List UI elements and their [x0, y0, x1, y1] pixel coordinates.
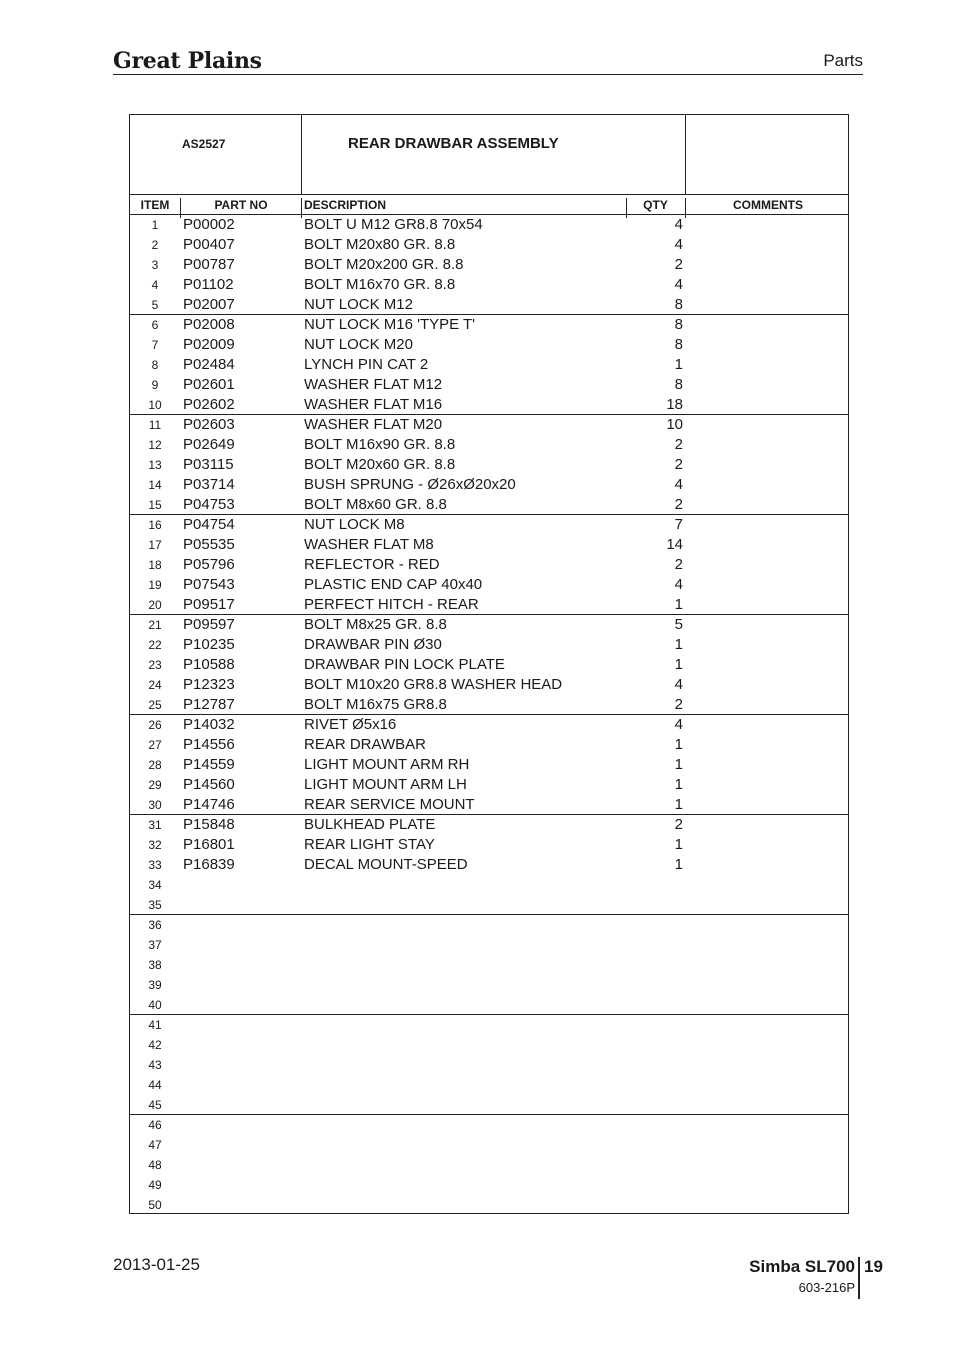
description-cell: BOLT M8x25 GR. 8.8 — [304, 616, 447, 633]
table-row — [130, 455, 848, 475]
item-cell: 18 — [148, 558, 162, 572]
item-cell: 1 — [151, 218, 159, 232]
item-cell: 13 — [148, 458, 162, 472]
qty-cell: 2 — [674, 816, 683, 833]
item-cell: 8 — [151, 358, 159, 372]
qty-cell: 2 — [674, 496, 683, 513]
description-cell: DRAWBAR PIN LOCK PLATE — [304, 656, 505, 673]
table-row — [130, 575, 848, 595]
item-cell: 25 — [148, 698, 162, 712]
part-no-cell: P02601 — [183, 376, 235, 393]
item-cell: 47 — [148, 1138, 162, 1152]
item-cell: 5 — [151, 298, 159, 312]
table-row — [130, 655, 848, 675]
qty-cell: 1 — [674, 796, 683, 813]
section-label: Parts — [823, 51, 863, 70]
table-row — [130, 255, 848, 275]
table-row — [130, 1135, 848, 1155]
part-no-cell: P03714 — [183, 476, 235, 493]
part-no-cell: P14560 — [183, 776, 235, 793]
item-cell: 40 — [148, 998, 162, 1012]
item-cell: 4 — [151, 278, 159, 292]
item-cell: 41 — [148, 1018, 162, 1032]
column-header-part-no: PART NO — [214, 198, 268, 212]
qty-cell: 7 — [674, 516, 683, 533]
description-cell: BOLT M16x90 GR. 8.8 — [304, 436, 456, 453]
qty-cell: 2 — [674, 256, 683, 273]
item-cell: 29 — [148, 778, 162, 792]
column-header-row — [130, 195, 848, 215]
table-row — [130, 555, 848, 575]
description-cell: NUT LOCK M20 — [304, 336, 413, 353]
table-row — [130, 915, 848, 935]
item-cell: 33 — [148, 858, 162, 872]
table-row — [130, 995, 848, 1015]
qty-cell: 10 — [666, 416, 683, 433]
qty-cell: 4 — [674, 276, 683, 293]
qty-cell: 8 — [674, 376, 683, 393]
title-divider-left — [301, 115, 302, 195]
description-cell: BOLT M20x80 GR. 8.8 — [304, 236, 456, 253]
description-cell: REAR SERVICE MOUNT — [304, 796, 475, 813]
description-cell: LYNCH PIN CAT 2 — [304, 356, 429, 373]
part-no-cell: P01102 — [183, 276, 234, 293]
table-row — [130, 855, 848, 875]
item-cell: 15 — [148, 498, 162, 512]
part-no-cell: P14556 — [183, 736, 235, 753]
table-row — [130, 475, 848, 495]
table-row — [130, 435, 848, 455]
item-cell: 44 — [148, 1078, 162, 1092]
part-no-cell: P12787 — [183, 696, 235, 713]
table-row — [130, 815, 848, 835]
qty-cell: 8 — [674, 296, 683, 313]
table-row — [130, 415, 848, 435]
part-no-cell: P00002 — [183, 216, 235, 233]
qty-cell: 1 — [674, 836, 683, 853]
qty-cell: 2 — [674, 456, 683, 473]
table-row — [130, 715, 848, 735]
description-cell: REAR DRAWBAR — [304, 736, 426, 753]
item-cell: 9 — [151, 378, 159, 392]
description-cell: BOLT M16x70 GR. 8.8 — [304, 276, 456, 293]
item-cell: 50 — [148, 1198, 162, 1212]
qty-cell: 1 — [674, 856, 683, 873]
table-row — [130, 635, 848, 655]
item-cell: 7 — [151, 338, 159, 352]
assembly-title: REAR DRAWBAR ASSEMBLY — [348, 135, 559, 152]
qty-cell: 4 — [674, 236, 683, 253]
item-cell: 24 — [148, 678, 162, 692]
column-header-comments: COMMENTS — [733, 198, 803, 212]
footer-model: Simba SL700 — [749, 1257, 855, 1276]
qty-cell: 1 — [674, 736, 683, 753]
table-row — [130, 895, 848, 915]
part-no-cell: P15848 — [183, 816, 235, 833]
footer-date: 2013-01-25 — [113, 1255, 200, 1274]
table-row — [130, 975, 848, 995]
table-row — [130, 495, 848, 515]
qty-cell: 18 — [666, 396, 683, 413]
description-cell: WASHER FLAT M20 — [304, 416, 443, 433]
part-no-cell: P09517 — [183, 596, 235, 613]
item-cell: 26 — [148, 718, 162, 732]
table-row — [130, 1115, 848, 1135]
item-cell: 6 — [151, 318, 159, 332]
item-cell: 17 — [148, 538, 162, 552]
table-row — [130, 795, 848, 815]
table-row — [130, 955, 848, 975]
item-cell: 11 — [148, 418, 162, 432]
item-cell: 22 — [148, 638, 162, 652]
part-no-cell: P10588 — [183, 656, 235, 673]
footer-divider — [858, 1257, 860, 1299]
description-cell: BOLT M20x60 GR. 8.8 — [304, 456, 456, 473]
item-cell: 10 — [148, 398, 162, 412]
description-cell: BUSH SPRUNG - Ø26xØ20x20 — [304, 476, 516, 493]
table-row — [130, 1155, 848, 1175]
item-cell: 20 — [148, 598, 162, 612]
description-cell: NUT LOCK M8 — [304, 516, 405, 533]
qty-cell: 4 — [674, 676, 683, 693]
part-no-cell: P02009 — [183, 336, 235, 353]
table-row — [130, 515, 848, 535]
table-row — [130, 1195, 848, 1215]
item-cell: 36 — [148, 918, 162, 932]
column-header-qty: QTY — [643, 198, 668, 212]
table-row — [130, 755, 848, 775]
header-rule — [113, 74, 863, 75]
qty-cell: 8 — [674, 336, 683, 353]
qty-cell: 4 — [674, 716, 683, 733]
description-cell: DECAL MOUNT-SPEED — [304, 856, 468, 873]
document-number: 603-216P — [798, 1280, 855, 1295]
part-no-cell: P02007 — [183, 296, 235, 313]
description-cell: BULKHEAD PLATE — [304, 816, 436, 833]
table-row — [130, 395, 848, 415]
description-cell: LIGHT MOUNT ARM RH — [304, 756, 470, 773]
column-header-item: ITEM — [140, 198, 170, 212]
part-no-cell: P00407 — [183, 236, 235, 253]
table-row — [130, 535, 848, 555]
description-cell: PERFECT HITCH - REAR — [304, 596, 479, 613]
qty-cell: 4 — [674, 576, 683, 593]
description-cell: WASHER FLAT M12 — [304, 376, 443, 393]
qty-cell: 4 — [674, 476, 683, 493]
description-cell: WASHER FLAT M16 — [304, 396, 443, 413]
qty-cell: 1 — [674, 776, 683, 793]
item-cell: 35 — [148, 898, 162, 912]
parts-rows — [130, 215, 848, 1215]
parts-table — [129, 114, 849, 1214]
item-cell: 43 — [148, 1058, 162, 1072]
item-cell: 2 — [151, 238, 159, 252]
part-no-cell: P14746 — [183, 796, 235, 813]
part-no-cell: P04753 — [183, 496, 235, 513]
part-no-cell: P14559 — [183, 756, 235, 773]
part-no-cell: P00787 — [183, 256, 235, 273]
table-row — [130, 615, 848, 635]
item-cell: 30 — [148, 798, 162, 812]
assembly-title-block — [130, 115, 848, 195]
part-no-cell: P12323 — [183, 676, 235, 693]
item-cell: 28 — [148, 758, 162, 772]
title-divider-right — [685, 115, 686, 195]
part-no-cell: P16801 — [183, 836, 235, 853]
description-cell: BOLT M8x60 GR. 8.8 — [304, 496, 447, 513]
table-row — [130, 1015, 848, 1035]
qty-cell: 1 — [674, 656, 683, 673]
table-row — [130, 355, 848, 375]
table-row — [130, 835, 848, 855]
item-cell: 34 — [148, 878, 162, 892]
part-no-cell: P07543 — [183, 576, 235, 593]
description-cell: RIVET Ø5x16 — [304, 716, 397, 733]
qty-cell: 8 — [674, 316, 683, 333]
item-cell: 38 — [148, 958, 162, 972]
part-no-cell: P02602 — [183, 396, 235, 413]
qty-cell: 2 — [674, 696, 683, 713]
table-row — [130, 235, 848, 255]
qty-cell: 4 — [674, 216, 683, 233]
description-cell: NUT LOCK M12 — [304, 296, 413, 313]
qty-cell: 5 — [674, 616, 683, 633]
item-cell: 21 — [148, 618, 162, 632]
table-row — [130, 1075, 848, 1095]
item-cell: 37 — [148, 938, 162, 952]
qty-cell: 1 — [674, 636, 683, 653]
description-cell: PLASTIC END CAP 40x40 — [304, 576, 483, 593]
description-cell: BOLT U M12 GR8.8 70x54 — [304, 216, 483, 233]
table-row — [130, 1055, 848, 1075]
part-no-cell: P04754 — [183, 516, 235, 533]
table-row — [130, 1035, 848, 1055]
table-row — [130, 1095, 848, 1115]
item-cell: 39 — [148, 978, 162, 992]
table-row — [130, 675, 848, 695]
item-cell: 49 — [148, 1178, 162, 1192]
description-cell: WASHER FLAT M8 — [304, 536, 434, 553]
qty-cell: 1 — [674, 596, 683, 613]
part-no-cell: P10235 — [183, 636, 235, 653]
part-no-cell: P02008 — [183, 316, 235, 333]
table-row — [130, 595, 848, 615]
part-no-cell: P02649 — [183, 436, 235, 453]
table-row — [130, 335, 848, 355]
table-row — [130, 775, 848, 795]
part-no-cell: P02603 — [183, 416, 235, 433]
item-cell: 45 — [148, 1098, 162, 1112]
table-row — [130, 875, 848, 895]
table-row — [130, 695, 848, 715]
description-cell: NUT LOCK M16 'TYPE T' — [304, 316, 476, 333]
qty-cell: 2 — [674, 436, 683, 453]
description-cell: BOLT M16x75 GR8.8 — [304, 696, 447, 713]
item-cell: 48 — [148, 1158, 162, 1172]
description-cell: BOLT M10x20 GR8.8 WASHER HEAD — [304, 676, 563, 693]
item-cell: 46 — [148, 1118, 162, 1132]
item-cell: 42 — [148, 1038, 162, 1052]
description-cell: DRAWBAR PIN Ø30 — [304, 636, 442, 653]
item-cell: 14 — [148, 478, 162, 492]
qty-cell: 1 — [674, 356, 683, 373]
table-row — [130, 275, 848, 295]
part-no-cell: P05535 — [183, 536, 235, 553]
assembly-number: AS2527 — [182, 137, 226, 151]
qty-cell: 14 — [666, 536, 683, 553]
column-header-description: DESCRIPTION — [304, 198, 387, 212]
qty-cell: 1 — [674, 756, 683, 773]
description-cell: BOLT M20x200 GR. 8.8 — [304, 256, 464, 273]
table-row — [130, 935, 848, 955]
table-row — [130, 735, 848, 755]
table-row — [130, 1175, 848, 1195]
description-cell: REAR LIGHT STAY — [304, 836, 435, 853]
part-no-cell: P16839 — [183, 856, 235, 873]
description-cell: LIGHT MOUNT ARM LH — [304, 776, 467, 793]
item-cell: 31 — [148, 818, 162, 832]
brand-logo-text: Great Plains — [113, 48, 262, 74]
table-row — [130, 315, 848, 335]
table-row — [130, 295, 848, 315]
table-row — [130, 375, 848, 395]
item-cell: 27 — [148, 738, 162, 752]
item-cell: 12 — [148, 438, 162, 452]
table-row — [130, 215, 848, 235]
part-no-cell: P09597 — [183, 616, 235, 633]
qty-cell: 2 — [674, 556, 683, 573]
page-number: 19 — [864, 1257, 883, 1276]
item-cell: 3 — [151, 258, 159, 272]
description-cell: REFLECTOR - RED — [304, 556, 440, 573]
part-no-cell: P02484 — [183, 356, 235, 373]
item-cell: 23 — [148, 658, 162, 672]
part-no-cell: P05796 — [183, 556, 235, 573]
item-cell: 16 — [148, 518, 162, 532]
item-cell: 19 — [148, 578, 162, 592]
part-no-cell: P14032 — [183, 716, 235, 733]
part-no-cell: P03115 — [183, 456, 234, 473]
item-cell: 32 — [148, 838, 162, 852]
